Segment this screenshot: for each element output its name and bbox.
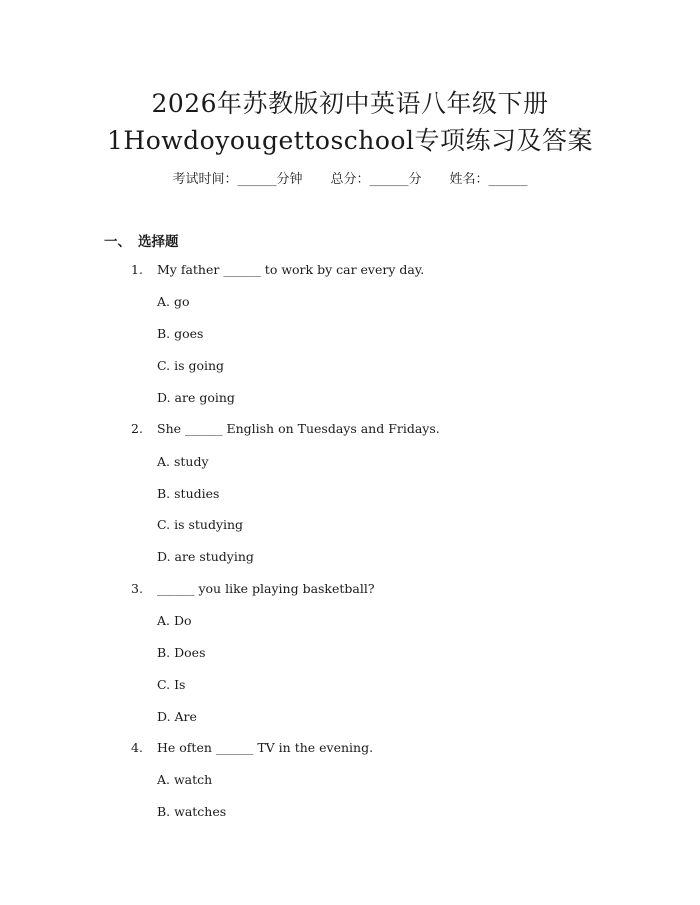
question-2 [131,421,440,436]
question-3-option-b: B. Does [157,645,206,660]
exam-time-field: 考试时间：______分钟 [172,172,303,187]
question-number: 2. [131,421,143,436]
question-text: My father ______ to work by car every day. [157,262,425,277]
question-4 [131,740,373,755]
question-text: ______ you like playing basketball? [157,581,375,596]
question-1-option-b: B. goes [157,326,204,341]
section-number: 一、 [104,234,131,250]
question-2-option-d: D. are studying [157,549,254,564]
question-number: 3. [131,581,143,596]
question-number: 4. [131,740,143,755]
question-number: 1. [131,262,143,277]
question-3-option-d: D. Are [157,709,197,724]
question-text: He often ______ TV in the evening. [157,740,374,755]
document-title-line-1: 2026年苏教版初中英语八年级下册 [151,89,549,118]
document-title-line-2: 1Howdoyougettoschool专项练习及答案 [107,126,593,155]
exam-info-row [0,168,700,187]
question-3 [131,581,375,596]
question-1-option-d: D. are going [157,390,235,405]
question-text: She ______ English on Tuesdays and Fridays. [157,421,440,436]
section-title: 选择题 [138,234,179,250]
question-3-option-c: C. Is [157,677,186,692]
student-name-field: 姓名：______ [449,172,528,187]
question-2-option-a: A. study [157,454,209,469]
question-1-option-a: A. go [157,294,190,309]
question-1 [131,262,424,277]
question-3-option-a: A. Do [157,613,192,628]
question-4-option-a: A. watch [157,772,213,787]
question-1-option-c: C. is going [157,358,225,373]
question-2-option-b: B. studies [157,486,220,501]
exam-score-field: 总分：______分 [330,172,422,187]
question-4-option-b: B. watches [157,804,227,819]
question-2-option-c: C. is studying [157,517,244,532]
section-heading [104,230,179,250]
